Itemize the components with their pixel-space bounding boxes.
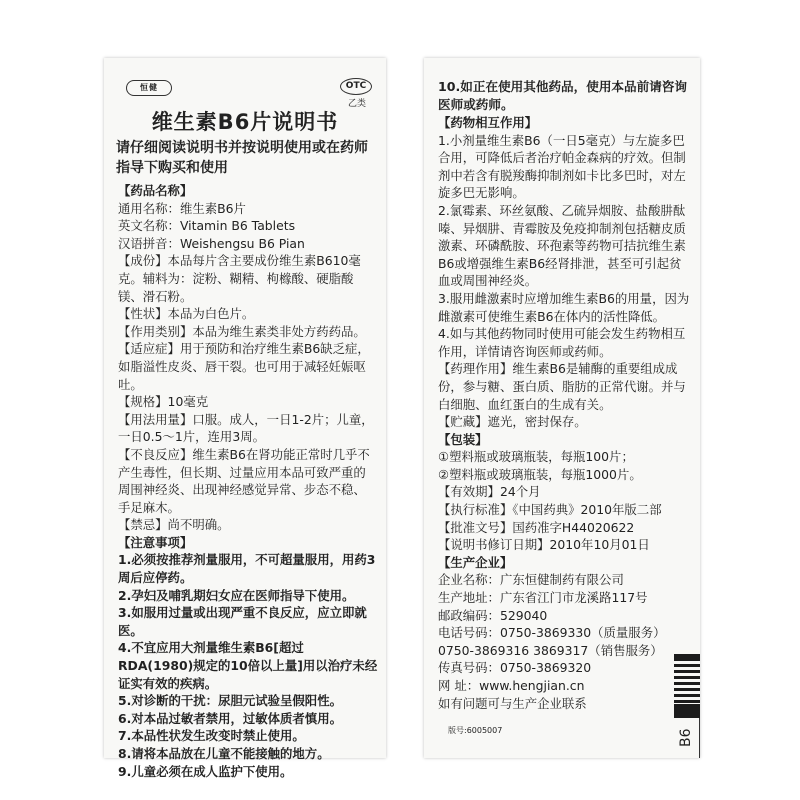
right-line: 【药物相互作用】: [438, 115, 538, 130]
precaution-item: 2.孕妇及哺乳期妇女应在医师指导下使用。: [118, 587, 355, 603]
right-top-note: 10.如正在使用其他药品，使用本品前请咨询医师或药师。: [438, 79, 687, 112]
right-line: 0750-3869316 3869317（销售服务）: [438, 642, 663, 658]
right-line: 3.服用雌激素时应增加维生素B6的用量，因为雌激素可使维生素B6在体内的活性降低。: [438, 290, 690, 324]
precaution-item: 1.必须按推荐剂量服用，不可超量服用，用药3周后应停药。: [118, 552, 376, 586]
left-line: 英文名称：Vitamin B6 Tablets: [118, 218, 296, 234]
leaflet-left-page: [104, 58, 386, 779]
right-line: ②塑料瓶或玻璃瓶装，每瓶1000片。: [438, 466, 642, 482]
right-line: 如有问题可与生产企业联系: [438, 695, 587, 711]
left-line: 汉语拼音：Weishengsu B6 Pian: [118, 235, 305, 251]
precaution-item: 6.对本品过敏者禁用，过敏体质者慎用。: [118, 710, 342, 726]
otc-badge: OTC: [340, 78, 372, 95]
right-line: 【药理作用】维生素B6是辅酶的重要组成成份，参与糖、蛋白质、脂肪的正常代谢。并与白细胞、血红蛋白的生成有关。: [438, 361, 686, 412]
right-line: 邮政编码：529040: [438, 607, 548, 623]
left-line: 【禁忌】尚不明确。: [118, 517, 230, 533]
left-line: 通用名称：维生素B6片: [118, 200, 246, 216]
left-line: 【作用类别】本品为维生素类非处方药药品。: [118, 323, 366, 339]
left-body-text: [118, 182, 378, 780]
version-number: 版号:6005007: [448, 726, 503, 735]
precaution-item: 8.请将本品放在儿童不能接触的地方。: [118, 746, 330, 761]
right-line: 【包装】: [438, 431, 488, 447]
right-line: 企业名称：广东恒健制药有限公司: [438, 572, 624, 588]
right-line: 网 址：www.hengjian.cn: [438, 678, 585, 693]
right-line: 电话号码：0750-3869330（质量服务）: [438, 625, 666, 641]
right-line: 传真号码：0750-3869320: [438, 660, 592, 676]
right-line: 【执行标准】《中国药典》2010年版二部: [438, 502, 662, 518]
b6-tab-label: B6: [673, 718, 700, 758]
leaflet-title: 维生素B6片说明书: [151, 110, 339, 134]
right-line: 【有效期】24个月: [438, 484, 541, 500]
right-line: 【贮藏】遮光，密封保存。: [438, 414, 587, 430]
company-logo: 恒健: [126, 80, 172, 96]
left-line: 【注意事项】: [118, 534, 193, 550]
left-line: 【用法用量】口服。成人，一日1-2片；儿童，一日0.5～1片，连用3周。: [118, 411, 374, 445]
precaution-item: 5.对诊断的干扰：尿胆元试验呈假阳性。: [118, 693, 342, 709]
left-line: 【药品名称】: [118, 183, 193, 198]
precaution-item: 7.本品性状发生改变时禁止使用。: [118, 728, 305, 744]
right-line: 【批准文号】国药准字H44020622: [438, 519, 635, 535]
left-line: 【不良反应】维生素B6在肾功能正常时几乎不产生毒性，但长期、过量应用本品可致严重的周围神经炎、出现神经感觉异常、步态不稳、手足麻木。: [118, 446, 370, 515]
right-body-text: [438, 114, 692, 712]
right-line: ①塑料瓶或玻璃瓶装，每瓶100片；: [438, 449, 634, 465]
left-line: 【性状】本品为白色片。: [118, 306, 255, 322]
left-line: 【适应症】用于预防和治疗维生素B6缺乏症，如脂溢性皮炎、唇干裂。也可用于减轻妊娠呕吐。: [118, 341, 370, 392]
right-line: 【生产企业】: [438, 554, 513, 570]
left-line: 【规格】10毫克: [118, 394, 209, 410]
right-line: 2.氯霉素、环丝氨酸、乙硫异烟胺、盐酸肼酞嗪、异烟肼、青霉胺及免疫抑制剂包括糖皮质激素、环磷酰胺、环孢素等药物可拮抗维生素B6或增强维生素B6经肾排泄，甚至可引起贫血或周围神经炎。: [438, 202, 686, 289]
right-line: 1.小剂量维生素B6（一日5毫克）与左旋多巴合用，可降低后者治疗帕金森病的疗效。但制剂中若含有脱羧酶抑制剂如卡比多巴时，对左旋多巴无影响。: [438, 132, 686, 201]
right-line: 生产地址：广东省江门市龙溪路117号: [438, 590, 648, 606]
left-line: 【成份】本品每片含主要成份维生素B610毫克。辅料为：淀粉、糊精、枸橼酸、硬脂酸镁、滑石粉。: [118, 253, 361, 304]
leaflet-intro: 请仔细阅读说明书并按说明使用或在药师指导下购买和使用: [116, 140, 368, 176]
right-line: 【说明书修订日期】2010年10月01日: [438, 537, 650, 553]
right-line: 4.如与其他药物同时使用可能会发生药物相互作用，详情请咨询医师或药师。: [438, 326, 686, 359]
otc-category: 乙类: [347, 99, 366, 109]
leaflet-right-page: [424, 58, 700, 758]
precaution-item: 4.不宜应用大剂量维生素B6[超过RDA(1980)规定的10倍以上量]用以治疗未经证实有效的疾病。: [118, 640, 378, 691]
precautions-list: [118, 551, 378, 780]
precaution-item: 3.如服用过量或出现严重不良反应，应立即就医。: [118, 605, 367, 638]
precaution-item: 9.儿童必须在成人监护下使用。: [118, 763, 293, 779]
